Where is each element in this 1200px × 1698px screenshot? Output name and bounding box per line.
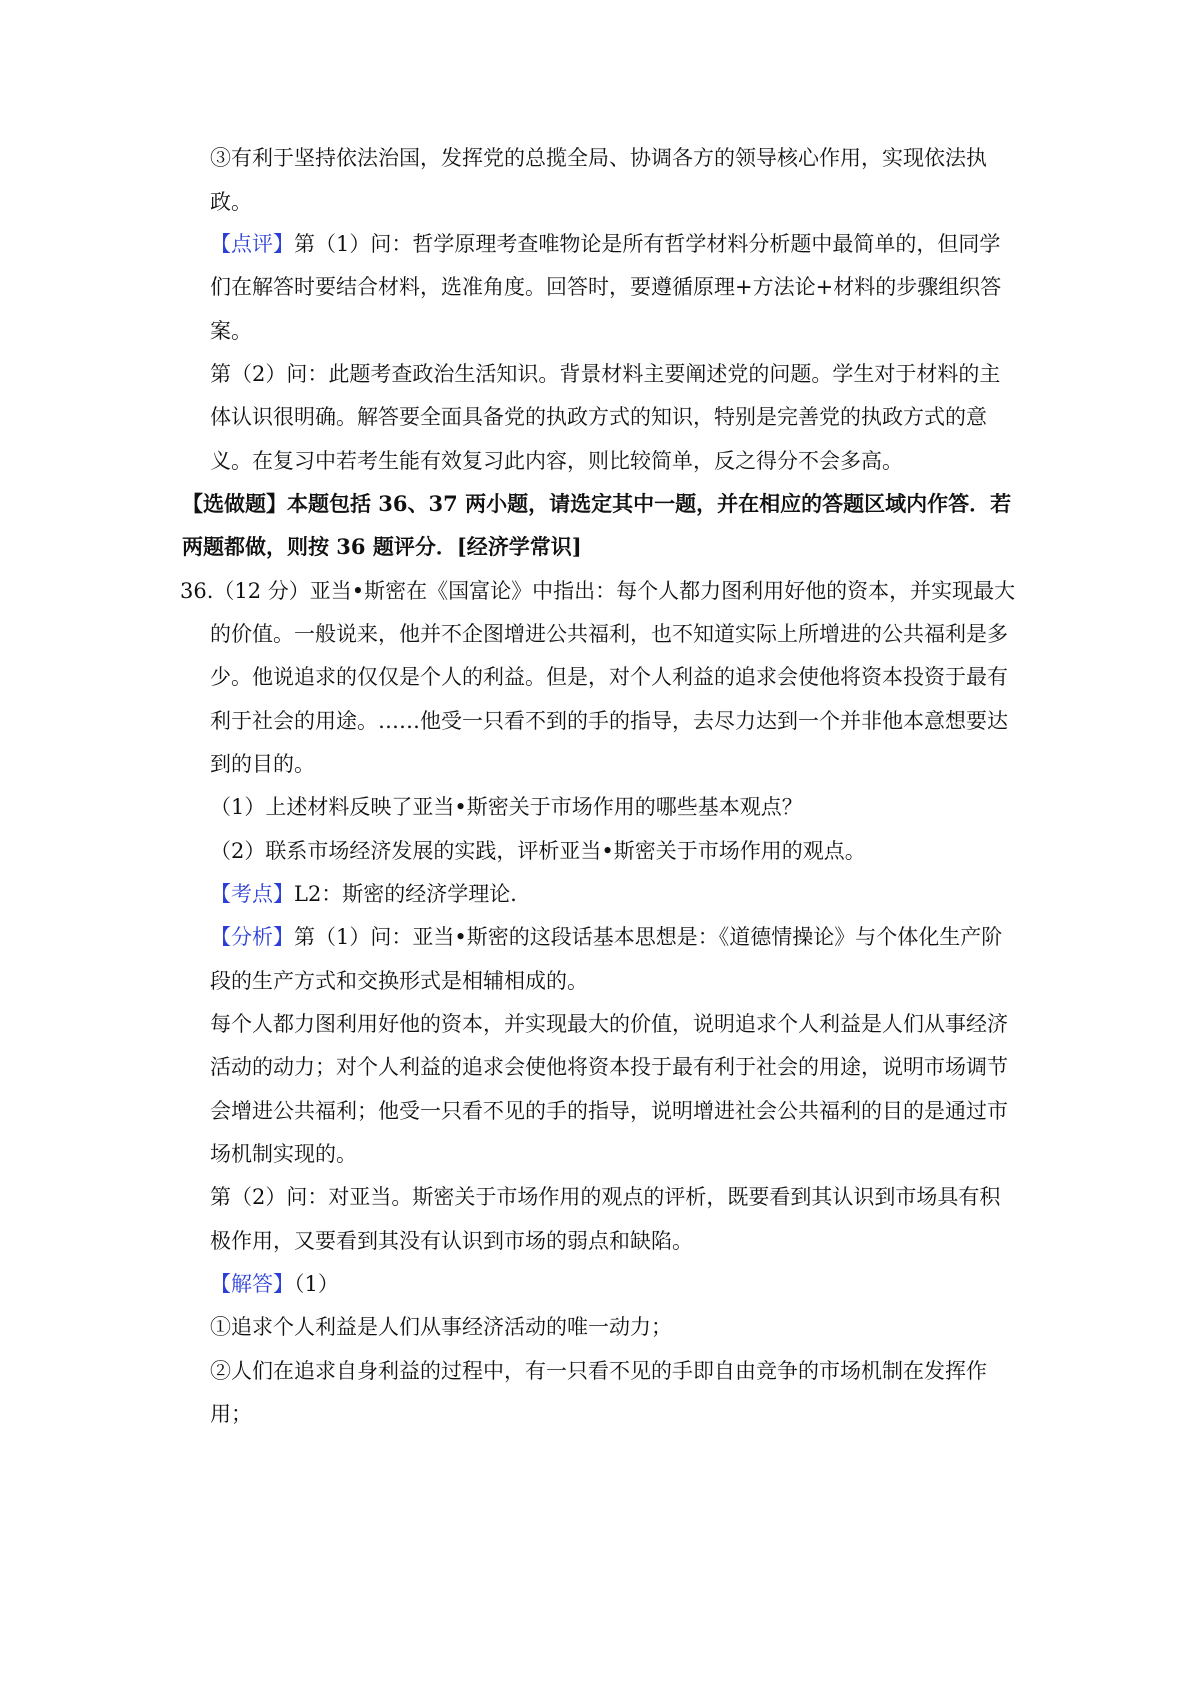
para1-line1: ③有利于坚持依法治国，发挥党的总揽全局、协调各方的领导核心作用，实现依法执 [210, 146, 987, 170]
jieda-tag: 【解答】 [210, 1272, 294, 1296]
elective-line1: 【选做题】本题包括 36、37 两小题，请选定其中一题，并在相应的答题区域内作答．若 [182, 491, 1012, 516]
question36-line4: 利于社会的用途。……他受一只看不到的手的指导，去尽力达到一个并非他本意想要达 [210, 709, 1008, 733]
question36-line5: 到的目的。 [210, 752, 315, 776]
comment-q2-line3: 义。在复习中若考生能有效复习此内容，则比较简单，反之得分不会多高。 [210, 449, 903, 473]
fenxi-p2-line1: 每个人都力图利用好他的资本，并实现最大的价值，说明追求个人利益是人们从事经济 [210, 1012, 1008, 1036]
jieda-line [210, 1269, 339, 1299]
comment-line2: 们在解答时要结合材料，选准角度。回答时，要遵循原理+方法论+材料的步骤组织答 [210, 275, 1002, 299]
comment-q2-line2: 体认识很明确。解答要全面具备党的执政方式的知识，特别是完善党的执政方式的意 [210, 405, 987, 429]
fenxi-p3-line2: 极作用，又要看到其没有认识到市场的弱点和缺陷。 [210, 1229, 693, 1253]
jieda-item1: ①追求个人利益是人们从事经济活动的唯一动力； [210, 1315, 672, 1339]
elective-line2: 两题都做，则按 36 题评分．[经济学常识] [182, 534, 582, 559]
fenxi-p3-line1: 第（2）问：对亚当。斯密关于市场作用的观点的评析，既要看到其认识到市场具有积 [210, 1185, 1001, 1209]
question36-sub2: （2）联系市场经济发展的实践，评析亚当•斯密关于市场作用的观点。 [210, 839, 866, 863]
question36-line2: 的价值。一般说来，他并不企图增进公共福利，也不知道实际上所增进的公共福利是多 [210, 622, 1008, 646]
jieda-item2-line1: ②人们在追求自身利益的过程中，有一只看不见的手即自由竞争的市场机制在发挥作 [210, 1359, 987, 1383]
kaodian-tag: 【考点】 [210, 882, 294, 906]
jieda-text: （1） [294, 1272, 339, 1296]
fenxi-p2-line3: 会增进公共福利；他受一只看不见的手的指导，说明增进社会公共福利的目的是通过市 [210, 1099, 1008, 1123]
question36-line1: 36.（12 分）亚当•斯密在《国富论》中指出：每个人都力图利用好他的资本，并实现最大 [180, 579, 1016, 603]
jieda-item2-line2: 用； [210, 1402, 252, 1426]
comment-q2-line1: 第（2）问：此题考查政治生活知识。背景材料主要阐述党的问题。学生对于材料的主 [210, 362, 1001, 386]
fenxi-line1-text: 第（1）问：亚当•斯密的这段话基本思想是：《道德情操论》与个体化生产阶 [294, 925, 1003, 949]
fenxi-line1 [210, 922, 1002, 952]
fenxi-p2-line2: 活动的动力；对个人利益的追求会使他将资本投于最有利于社会的用途，说明市场调节 [210, 1055, 1008, 1079]
kaodian-text: L2：斯密的经济学理论． [294, 882, 532, 906]
question36-line3: 少。他说追求的仅仅是个人的利益。但是，对个人利益的追求会使他将资本投资于最有 [210, 665, 1008, 689]
comment-tag: 【点评】 [210, 232, 294, 256]
fenxi-tag: 【分析】 [210, 925, 294, 949]
kaodian-line [210, 879, 531, 909]
comment-line3: 案。 [210, 319, 252, 343]
fenxi-p2-line4: 场机制实现的。 [210, 1142, 357, 1166]
comment-line1 [210, 229, 1000, 259]
comment-line1-text: 第（1）问：哲学原理考查唯物论是所有哲学材料分析题中最简单的，但同学 [294, 232, 1001, 256]
fenxi-line2: 段的生产方式和交换形式是相辅相成的。 [210, 969, 588, 993]
para1-line2: 政。 [210, 190, 252, 214]
question36-sub1: （1）上述材料反映了亚当•斯密关于市场作用的哪些基本观点？ [210, 795, 803, 819]
